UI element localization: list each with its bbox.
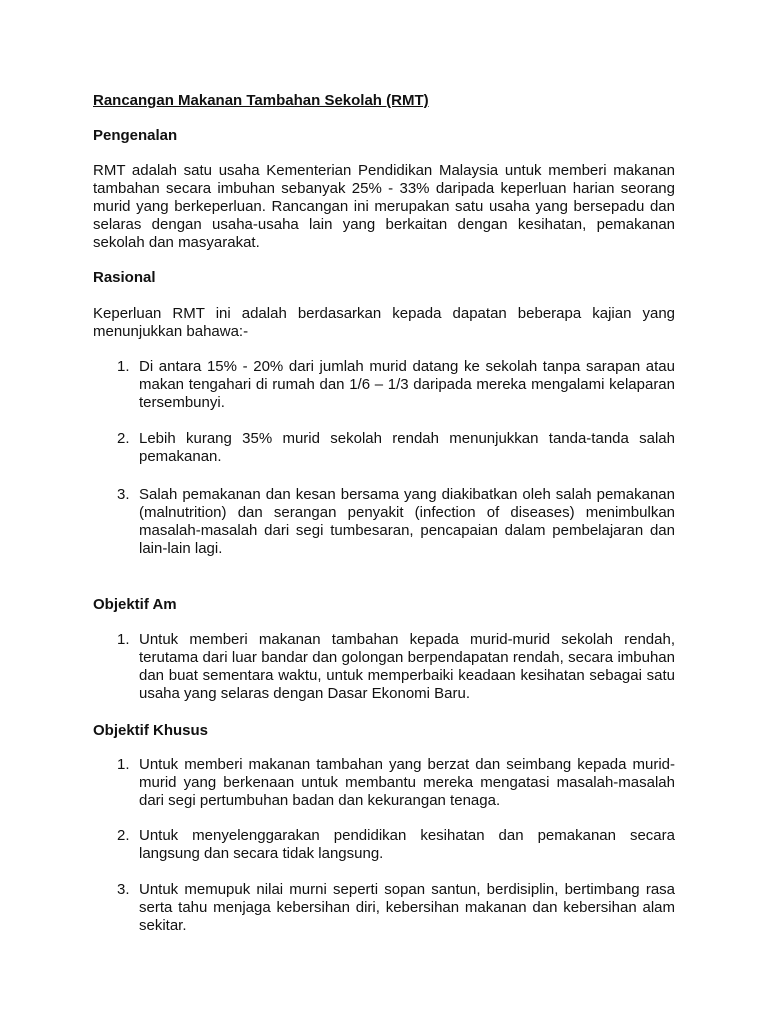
list-text: Untuk memupuk nilai murni seperti sopan santun, berdisiplin, bertimbang rasa serta tahu menjaga kebersihan diri, kebersihan makanan dan kebersihan alam sekitar. [139,881,675,934]
list-number: 3. [117,486,130,503]
list-number: 1. [117,358,130,375]
list-number: 2. [117,827,130,844]
list-number: 3. [117,881,130,898]
list-item-objektif-am-1 [117,631,675,703]
list-text: Untuk memberi makanan tambahan kepada murid-murid sekolah rendah, terutama dari luar bandar dan golongan berpendapatan rendah, secara imbuhan dan buat sementara waktu, untuk memperbaiki keadaan kesihatan sebagai satu usaha yang selaras dengan Dasar Ekonomi Baru. [139,631,675,702]
heading-rasional: Rasional [93,269,156,286]
heading-pengenalan: Pengenalan [93,127,178,144]
paragraph-pengenalan: RMT adalah satu usaha Kementerian Pendidikan Malaysia untuk memberi makanan tambahan secara imbuhan sebanyak 25% - 33% daripada keperluan harian seorang murid yang berkeperluan. Rancangan ini merupakan satu usaha yang bersepadu dan selaras dengan usaha-usaha lain yang berkaitan dengan kesihatan, pemakanan sekolah dan masyarakat. [93,162,675,251]
list-text: Lebih kurang 35% murid sekolah rendah menunjukkan tanda-tanda salah pemakanan. [139,430,675,465]
list-text: Untuk memberi makanan tambahan yang berzat dan seimbang kepada murid-murid yang berkenaan untuk membantu mereka mengatasi masalah-masalah dari segi pertumbuhan badan dan kekurangan tenaga. [139,756,675,809]
list-item-rasional-1 [117,358,675,412]
list-text: Salah pemakanan dan kesan bersama yang diakibatkan oleh salah pemakanan (malnutrition) dan serangan penyakit (infection of diseases) menimbulkan masalah-masalah dari segi tumbesaran, pencapaian dalam pembelajaran dan lain-lain lagi. [139,486,675,557]
list-text: Di antara 15% - 20% dari jumlah murid datang ke sekolah tanpa sarapan atau makan tengahari di rumah dan 1/6 – 1/3 daripada mereka mengalami kelaparan tersembunyi. [139,358,675,411]
list-item-rasional-2 [117,430,675,466]
list-number: 1. [117,631,130,648]
heading-objektif-am: Objektif Am [93,596,177,613]
heading-objektif-khusus: Objektif Khusus [93,722,209,739]
paragraph-rasional-intro: Keperluan RMT ini adalah berdasarkan kepada dapatan beberapa kajian yang menunjukkan bahawa:- [93,305,675,340]
list-item-rasional-3 [117,486,675,558]
list-item-objektif-khusus-3 [117,881,675,935]
list-number: 2. [117,430,130,447]
list-number: 1. [117,756,130,773]
document-title: Rancangan Makanan Tambahan Sekolah (RMT) [93,92,429,109]
list-text: Untuk menyelenggarakan pendidikan kesihatan dan pemakanan secara langsung dan secara tidak langsung. [139,827,675,862]
list-item-objektif-khusus-2 [117,827,675,863]
list-item-objektif-khusus-1 [117,756,675,810]
